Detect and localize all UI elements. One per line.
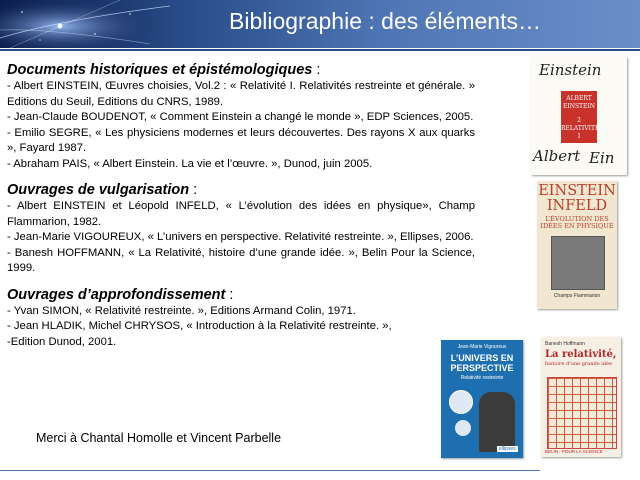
- starfield-decoration: [0, 0, 170, 48]
- cover-title: La relativité,: [545, 349, 617, 360]
- cover-author: Jean-Marie Vigoureux: [457, 344, 507, 350]
- reference-entry: - Albert EINSTEIN, Œuvres choisies, Vol.2 : « Relativité I. Relativités restreinte et générale. » Editions du Seuil, Editions du CNRS, 1989.: [7, 80, 475, 108]
- cover-signature: Einstein: [539, 61, 602, 79]
- cover-subtitle: L’ÉVOLUTION DES IDÉES EN PHYSIQUE: [540, 215, 614, 230]
- acknowledgements: Merci à Chantal Homolle et Vincent Parbelle: [36, 431, 282, 445]
- cover-signature: Ein: [589, 149, 615, 167]
- portrait-image: [551, 236, 605, 290]
- bibliography-list: [7, 61, 475, 350]
- cover-mini-book: [561, 91, 604, 143]
- cover-einstein-infeld: [537, 181, 617, 309]
- cover-publisher: Champs Flammarion: [553, 293, 601, 299]
- reference-entry: -Edition Dunod, 2001.: [7, 335, 117, 348]
- section-colon: :: [225, 286, 234, 303]
- reference-entry: - Jean HLADIK, Michel CHRYSOS, « Introduction à la Relativité restreinte. »,: [7, 320, 392, 332]
- clock-icon: [449, 390, 473, 414]
- section-heading-text: Documents historiques et épistémologiques: [7, 62, 313, 78]
- cover-title: INFELD: [546, 198, 608, 214]
- reference-entry: - Banesh HOFFMANN, « La Relativité, histoire d’une grande idée. », Belin Pour la Science, 1999.: [7, 246, 475, 274]
- grid-illustration: [547, 377, 617, 449]
- cover-hoffmann: [541, 337, 621, 457]
- section-title-approfondissement: [7, 286, 475, 304]
- cover-signature: Albert: [533, 147, 581, 165]
- cover-einstein-oeuvres: [531, 57, 627, 175]
- section-colon: :: [312, 62, 321, 78]
- header-divider: [0, 49, 640, 51]
- cover-title: L’UNIVERS EN PERSPECTIVE: [450, 353, 514, 373]
- cover-title: EINSTEIN: [538, 183, 616, 199]
- reference-entry: - Jean-Marie VIGOUREUX, « L’univers en perspective. Relativité restreinte. », Ellipses, 2006.: [7, 231, 474, 243]
- reference-entry: - Jean-Claude BOUDENOT, « Comment Einstein a changé le monde », EDP Sciences, 2005.: [7, 111, 474, 123]
- clock-icon: [455, 420, 471, 436]
- portrait-image: [479, 392, 515, 452]
- cover-publisher: BELIN · POUR LA SCIENCE: [545, 449, 603, 454]
- cover-subtitle: 2 RELATIVITÉS I: [561, 117, 604, 140]
- cover-subtitle: Relativité restreinte: [460, 375, 504, 381]
- reference-entry: - Abraham PAIS, « Albert Einstein. La vie et l’œuvre. », Dunod, juin 2005.: [7, 157, 373, 170]
- publisher-badge: ellipses: [499, 446, 516, 452]
- section-title-historiques: [7, 61, 475, 79]
- cover-subtitle: histoire d’une grande idée: [545, 361, 612, 367]
- cover-vigoureux: [441, 340, 523, 458]
- cover-title: ALBERT EINSTEIN: [562, 95, 596, 110]
- reference-entry: - Yvan SIMON, « Relativité restreinte. », Editions Armand Colin, 1971.: [7, 304, 356, 317]
- page-title: Bibliographie : des éléments…: [229, 8, 541, 34]
- reference-entry: - Emilio SEGRE, « Les physiciens modernes et leurs découvertes. Des rayons X aux quarks », Fayard 1987.: [7, 126, 475, 154]
- section-heading-text: Ouvrages de vulgarisation: [7, 182, 190, 198]
- header-bar: [0, 0, 640, 48]
- section-title-vulgarisation: [7, 181, 475, 199]
- reference-entry: - Albert EINSTEIN et Léopold INFELD, « L’évolution des idées en physique», Champ Flammarion, 1982.: [7, 200, 475, 228]
- section-heading-text: Ouvrages d’approfondissement: [7, 286, 226, 303]
- footer-divider: [0, 470, 540, 471]
- section-colon: :: [189, 182, 198, 198]
- cover-author: Banesh Hoffmann: [545, 341, 585, 347]
